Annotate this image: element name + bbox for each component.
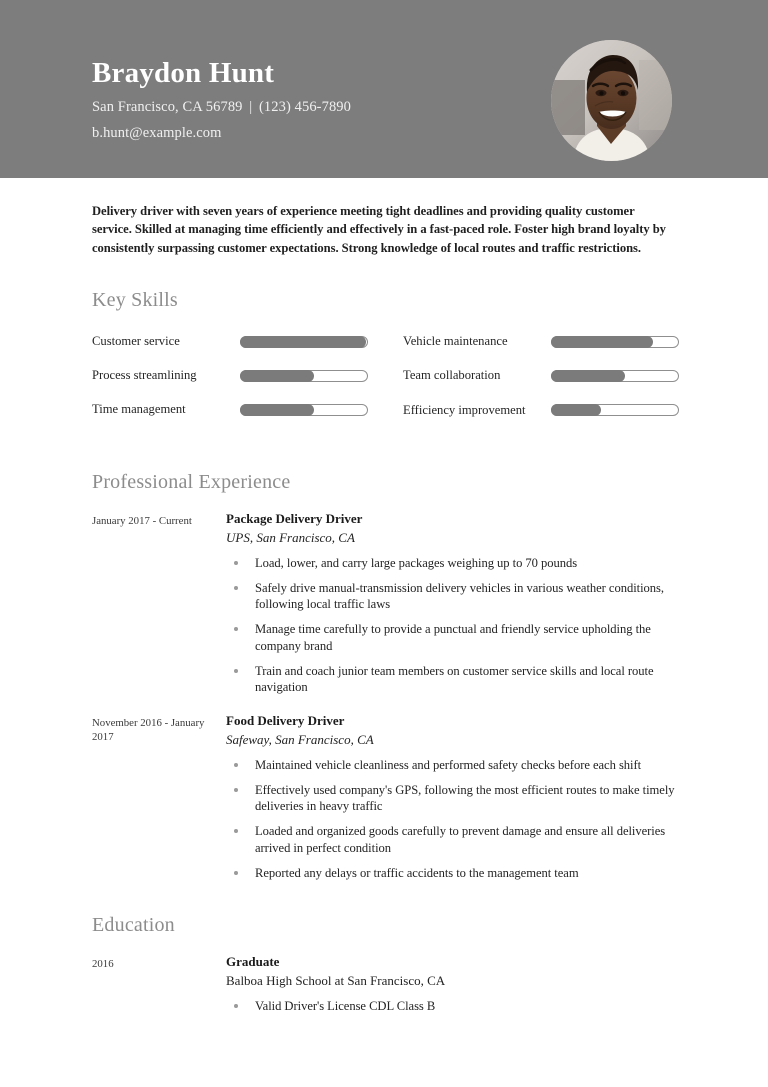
contact-separator: |	[249, 99, 253, 116]
skills-grid	[92, 333, 676, 435]
education-entry	[92, 954, 676, 1015]
skill-level-bar	[551, 336, 679, 348]
professional-summary: Delivery driver with seven years of experience meeting tight deadlines and providing quality customer service. Skilled at managing time efficiently and effectively in a fast-paced role. Foster high brand loyalty by consistently surpassing customer expectations. Strong knowledge of local routes and traffic restrictions.	[92, 204, 666, 255]
entry-content	[226, 511, 676, 696]
skill-level-bar	[551, 370, 679, 382]
skill-item	[403, 333, 679, 356]
list-item: Loaded and organized goods carefully to prevent damage and ensure all deliveries arrived in perfect condition	[226, 823, 676, 856]
skill-item	[92, 367, 403, 390]
skill-level-bar	[240, 370, 368, 382]
resume-body	[0, 202, 768, 1015]
header-text-block	[92, 57, 351, 142]
degree-title: Graduate	[226, 954, 280, 970]
skill-item	[92, 333, 403, 356]
contact-phone: (123) 456-7890	[259, 99, 352, 116]
skill-level-fill	[240, 336, 366, 348]
skill-level-fill	[240, 404, 314, 416]
list-item: Manage time carefully to provide a punctual and friendly service upholding the company brand	[226, 621, 676, 654]
skill-item	[403, 401, 679, 424]
skill-level-bar	[240, 404, 368, 416]
list-item: Train and coach junior team members on customer service skills and local route navigation	[226, 663, 676, 696]
skill-level-fill	[551, 404, 601, 416]
skill-label: Customer service	[92, 334, 180, 349]
resume-header	[0, 0, 768, 178]
school-location: Balboa High School at San Francisco, CA	[226, 973, 446, 989]
skill-label: Vehicle maintenance	[403, 334, 508, 349]
section-heading-experience: Professional Experience	[92, 471, 291, 494]
avatar	[551, 40, 672, 161]
skill-level-fill	[551, 370, 625, 382]
section-heading-education: Education	[92, 914, 175, 937]
education-section	[92, 914, 676, 1015]
portrait-photo-icon	[551, 40, 672, 161]
section-heading-key-skills: Key Skills	[92, 289, 178, 312]
skill-item	[403, 367, 679, 390]
employer-location: Safeway, San Francisco, CA	[226, 731, 374, 747]
job-title: Package Delivery Driver	[226, 511, 363, 527]
list-item: Maintained vehicle cleanliness and performed safety checks before each shift	[226, 757, 676, 774]
skill-level-bar	[240, 336, 368, 348]
list-item: Valid Driver's License CDL Class B	[226, 998, 676, 1015]
employer-location: UPS, San Francisco, CA	[226, 530, 355, 546]
skill-level-fill	[551, 336, 653, 348]
job-title: Food Delivery Driver	[226, 713, 345, 729]
skill-level-bar	[551, 404, 679, 416]
skill-label: Team collaboration	[403, 368, 501, 383]
contact-location: San Francisco, CA 56789	[92, 99, 243, 116]
entry-date: November 2016 - January 2017	[92, 717, 205, 744]
skill-label: Efficiency improvement	[403, 403, 526, 418]
list-item: Load, lower, and carry large packages weighing up to 70 pounds	[226, 555, 676, 572]
key-skills-section	[92, 289, 676, 435]
bullet-list	[226, 998, 676, 1015]
entry-content	[226, 954, 676, 1015]
skill-label: Time management	[92, 402, 186, 417]
list-item: Safely drive manual-transmission delivery vehicles in various weather conditions, following local traffic laws	[226, 580, 676, 613]
bullet-list	[226, 757, 676, 881]
skill-level-fill	[240, 370, 314, 382]
bullet-list	[226, 555, 676, 696]
entry-content	[226, 713, 676, 881]
list-item: Reported any delays or traffic accidents to the management team	[226, 865, 676, 882]
contact-email: b.hunt@example.com	[92, 125, 222, 142]
list-item: Effectively used company's GPS, following the most efficient routes to make timely deliveries in heavy traffic	[226, 782, 676, 815]
experience-entry	[92, 511, 676, 696]
entry-date: 2016	[92, 958, 114, 971]
page-title: Braydon Hunt	[92, 57, 275, 89]
skill-label: Process streamlining	[92, 368, 197, 383]
skill-item	[92, 401, 403, 424]
contact-line	[92, 99, 351, 116]
entry-date: January 2017 - Current	[92, 515, 192, 528]
experience-entry	[92, 713, 676, 881]
professional-experience-section	[92, 471, 676, 881]
